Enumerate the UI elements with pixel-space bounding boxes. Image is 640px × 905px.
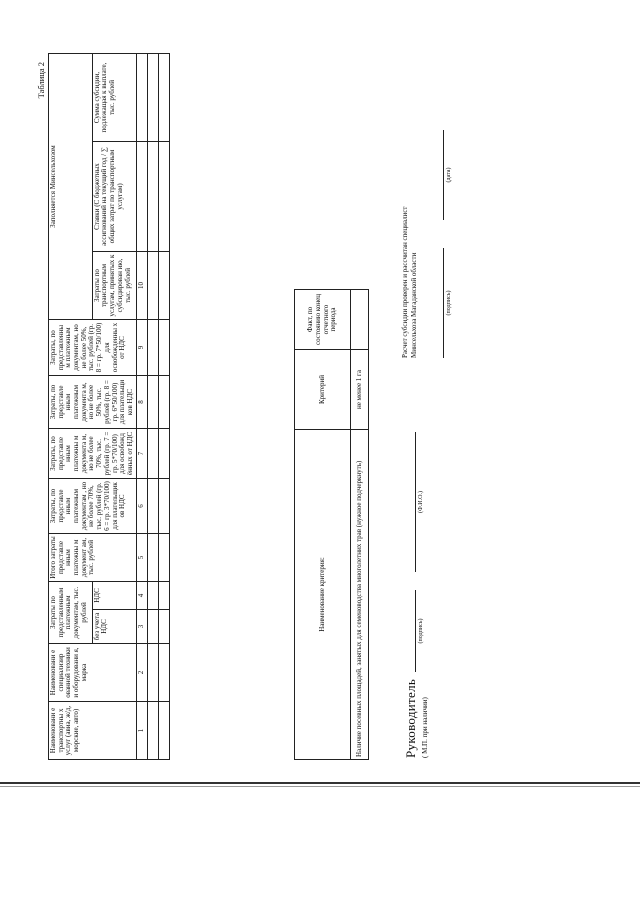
table-row	[147, 54, 158, 760]
head-label: Руководитель	[403, 678, 418, 758]
col-number: 9	[136, 320, 147, 376]
col-number: 8	[136, 376, 147, 429]
col-number: 4	[136, 582, 147, 610]
subsidy-calculation-table	[48, 53, 170, 760]
header-vat: НДС	[92, 582, 136, 610]
header-subsidy-amount: Сумма субсидии, подлежащая к выплате, тыс. рублей	[92, 54, 136, 142]
col-number: 7	[136, 429, 147, 479]
criteria-header-criterion: Критерий	[295, 350, 351, 430]
verifier-signature-caption: (подпись)	[446, 290, 452, 316]
criteria-row-fact	[351, 290, 369, 350]
col-number	[136, 142, 147, 252]
rotated-document-page	[36, 50, 496, 760]
criteria-header-fact: Факт, по состоянию конец отчетного периода	[295, 290, 351, 350]
date-caption: (дата)	[446, 167, 452, 183]
col-number	[136, 54, 147, 142]
page-divider-shadow	[0, 786, 640, 787]
header-total-costs: Итого затраты представле нным платежны м документ ам, тыс. рублей	[49, 534, 137, 582]
col-number: 10	[136, 252, 147, 320]
header-costs-70-vat-exempt: Затраты, по представле нным платежны м документа м, но не более 70%, тыс. рублей (гр. 7 = гр. 5*70/100) для освобожд ённых от НДС	[49, 429, 137, 479]
stamp-label: ( М.П. при наличии)	[421, 697, 429, 758]
col-number: 5	[136, 534, 147, 582]
table-title: Таблица 2	[36, 62, 46, 99]
col-number: 2	[136, 644, 147, 702]
signature-caption: (подпись)	[418, 618, 424, 644]
column-numbers-row	[136, 54, 147, 760]
header-without-vat: без учета НДС	[92, 610, 136, 644]
header-costs-50-vat-exempt: Затраты, по представленны м платежным документам, но не более 50%, тыс. рублей (гр. 8 = гр. 7*50/100) для освобожденны х от НДС	[49, 320, 137, 376]
header-equipment-name: Наименовани е специализир ованной техники и оборудовани я, марка	[49, 644, 137, 702]
verification-text: Расчет субсидии проверен и рассчитан специалист Минсельхоза Магаданской области	[401, 206, 418, 358]
page-divider	[0, 782, 640, 784]
header-costs-group: Затраты по представленным платежным документам, тыс. рублей	[49, 582, 93, 644]
date-line	[443, 130, 444, 220]
header-costs-50-vat-payers: Затраты, по представле нным платежным документа м, но не более 50%, тыс. рублей (гр. 8 = гр. 6*50/100) для плательщи ков НДС	[49, 376, 137, 429]
table-row	[158, 54, 169, 760]
signature-line	[415, 590, 416, 672]
criteria-row-name: Наличие посевных площадей, занятых для семеноводства многолетних трав (нужное подчеркнуть)	[351, 430, 369, 760]
header-ministry-group: Заполняется Минсельхозом	[49, 54, 93, 320]
col-number: 6	[136, 479, 147, 534]
fio-caption: (Ф.И.О.)	[418, 491, 424, 513]
signature-block	[401, 60, 481, 760]
col-number: 3	[136, 610, 147, 644]
fio-line	[415, 432, 416, 572]
col-number: 1	[136, 702, 147, 760]
header-rates: Ставки (С бюджетных ассигнований на текущий год / ∑ общих затрат по транспортным услугам)	[92, 142, 136, 252]
criteria-table	[294, 289, 369, 760]
header-transport-services: Наименовани е транспортны х услуг (авиа, ж/д, морские, авто)	[49, 702, 137, 760]
verifier-signature-line	[443, 248, 444, 358]
criteria-header-name: Наименование критерия:	[295, 430, 351, 760]
header-accepted-costs: Затраты по транспортным услугам, принятых к субсидирован ию, тыс. рублей	[92, 252, 136, 320]
criteria-row-value: не менее 1 га	[351, 350, 369, 430]
header-costs-70-vat-payers: Затраты, по представле нным платежным документам , но не более 70%, тыс. рублей (гр. 6 = гр. 3*70/100) для плательщик ов НДС	[49, 479, 137, 534]
